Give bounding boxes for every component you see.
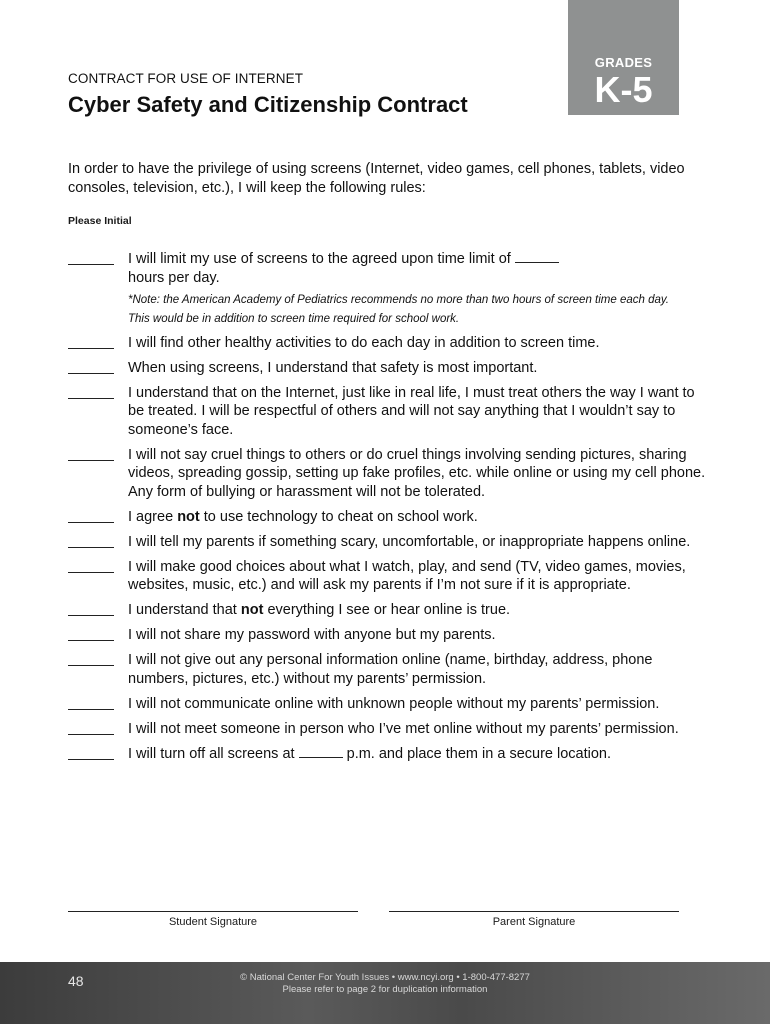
- grade-label: GRADES: [594, 55, 653, 70]
- initial-blank[interactable]: [68, 547, 114, 548]
- pediatrics-note: *Note: the American Academy of Pediatrics recommends no more than two hours of screen time each day. This would be in addition to screen time required for school work.: [128, 293, 669, 325]
- rule-item: [68, 533, 708, 552]
- hours-blank[interactable]: [515, 250, 559, 263]
- page-footer: [0, 962, 770, 1024]
- emphasis-not: not: [240, 602, 264, 618]
- rule-item: [68, 626, 708, 645]
- rule-item: [68, 720, 708, 739]
- initial-blank[interactable]: [68, 398, 114, 399]
- rule-text: I understand that: [128, 602, 237, 618]
- initial-blank[interactable]: [68, 348, 114, 349]
- initial-blank[interactable]: [68, 759, 114, 760]
- rules-list: [68, 250, 708, 770]
- rule-text-tail: hours per day.: [128, 269, 220, 286]
- document-kicker: CONTRACT FOR USE OF INTERNET: [68, 71, 304, 86]
- document-title: Cyber Safety and Citizenship Contract: [68, 92, 468, 117]
- rule-text: I will not give out any personal information online (name, birthday, address, phone numbers, pictures, etc.) without my parents’ permission.: [128, 652, 653, 687]
- initial-blank[interactable]: [68, 264, 114, 265]
- rule-text: I understand that on the Internet, just like in real life, I must treat others the way I want to be treated. I will be respectful of others and will not say anything that I wouldn’t say to someone’s face.: [128, 384, 695, 438]
- student-signature-label: Student Signature: [168, 916, 258, 928]
- rule-text: I will not meet someone in person who I’ve met online without my parents’ permission.: [128, 720, 679, 737]
- footer-duplication-note: Please refer to page 2 for duplication information: [282, 984, 488, 995]
- student-signature-line[interactable]: [68, 911, 358, 912]
- rule-text: When using screens, I understand that safety is most important.: [128, 359, 538, 376]
- rule-item: [68, 384, 708, 440]
- parent-signature-line[interactable]: [389, 911, 679, 912]
- parent-signature-label: Parent Signature: [492, 916, 576, 928]
- page-number: 48: [68, 973, 84, 989]
- rule-text: I will tell my parents if something scary, uncomfortable, or inappropriate happens online.: [128, 533, 691, 550]
- initial-blank[interactable]: [68, 460, 114, 461]
- initial-blank[interactable]: [68, 709, 114, 710]
- rule-text: I will not communicate online with unknown people without my parents’ permission.: [128, 695, 660, 712]
- rule-item: [68, 651, 708, 688]
- initial-blank[interactable]: [68, 734, 114, 735]
- initial-blank[interactable]: [68, 640, 114, 641]
- rule-text: I will not share my password with anyone but my parents.: [128, 627, 496, 643]
- rule-text: everything I see or hear online is true.: [267, 602, 511, 618]
- rule-item: [68, 359, 708, 378]
- footer-credit: © National Center For Youth Issues • www.ncyi.org • 1-800-477-8277: [240, 972, 530, 983]
- intro-paragraph: In order to have the privilege of using screens (Internet, video games, cell phones, tablets, video consoles, television, etc.), I will keep the following rules:: [68, 161, 685, 196]
- rule-item: [68, 334, 708, 353]
- initial-label: Please Initial: [68, 215, 132, 227]
- time-blank[interactable]: [299, 745, 343, 758]
- initial-blank[interactable]: [68, 373, 114, 374]
- rule-text: I will limit my use of screens to the agreed upon time limit of: [128, 251, 511, 267]
- initial-blank[interactable]: [68, 572, 114, 573]
- rule-item: [68, 558, 708, 595]
- grade-value: K-5: [594, 69, 653, 110]
- emphasis-not: not: [177, 508, 200, 525]
- rule-text: to use technology to cheat on school work.: [203, 508, 478, 525]
- rule-text: I will not say cruel things to others or do cruel things involving sending pictures, sharing videos, spreading gossip, setting up fake profiles, etc. while online or using my cell phone. Any form of bullying or harassment will not be tolerated.: [128, 446, 706, 500]
- rule-item: [68, 745, 708, 764]
- rule-item: [68, 695, 708, 714]
- rule-item: [68, 250, 708, 287]
- rule-item: [68, 508, 708, 527]
- initial-blank[interactable]: [68, 615, 114, 616]
- rule-text: p.m. and place them in a secure location.: [346, 745, 611, 762]
- rule-text: I will turn off all screens at: [128, 745, 295, 762]
- grade-badge: [568, 0, 679, 115]
- rule-text: I will find other healthy activities to do each day in addition to screen time.: [128, 334, 600, 351]
- rule-item: [68, 446, 708, 502]
- rule-text: I agree: [128, 508, 174, 525]
- rule-text: I will make good choices about what I watch, play, and send (TV, video games, movies, websites, music, etc.) and will ask my parents if I’m not sure if it is appropriate.: [128, 558, 686, 593]
- initial-blank[interactable]: [68, 522, 114, 523]
- initial-blank[interactable]: [68, 665, 114, 666]
- rule-item: [68, 601, 708, 620]
